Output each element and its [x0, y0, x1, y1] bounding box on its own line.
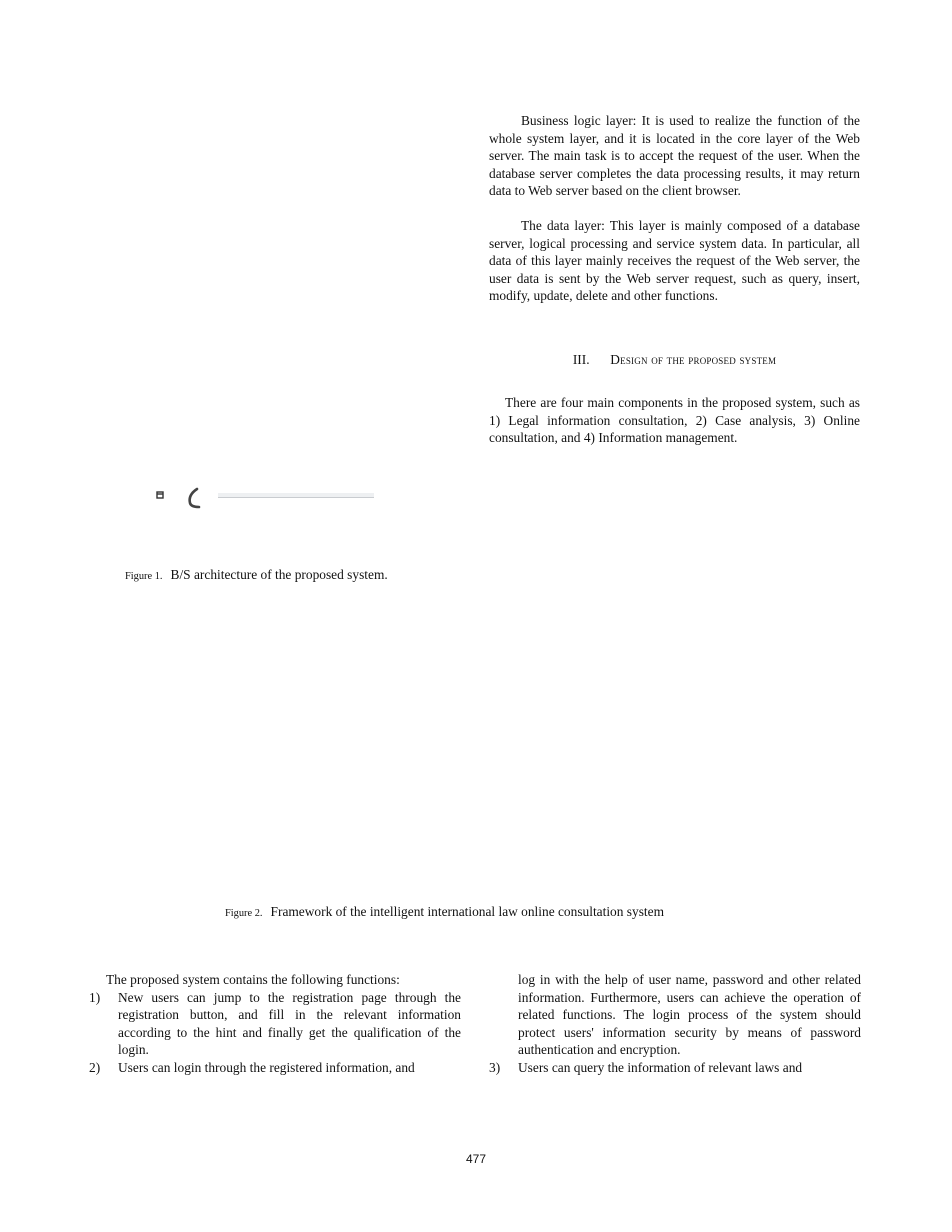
figure1-fragment-icon	[150, 485, 380, 515]
data-layer-paragraph: The data layer: This layer is mainly composed of a database server, logical processing and service system data. In particular, all data of this layer mainly receives the request of the Web server, the user data is sent by the Web server request, such as query, insert, modify, update, delete and other functions.	[489, 218, 860, 304]
figure1-label: Figure 1.	[125, 571, 163, 582]
section-intro-paragraph: There are four main components in the proposed system, such as 1) Legal information consultation, 2) Case analysis, 3) Online consultation, and 4) Information management.	[489, 395, 860, 446]
business-logic-paragraph: Business logic layer: It is used to realize the function of the whole system layer, and it is located in the core layer of the Web server. The main task is to accept the request of the user. When the database server completes the data processing results, it may return data to Web server based on the client browser.	[489, 113, 860, 199]
functions-list	[89, 971, 461, 1077]
list-item-number: 1)	[89, 989, 101, 1005]
list-item	[89, 1059, 461, 1077]
figure2-caption-text: Framework of the intelligent international law online consultation system	[270, 904, 664, 919]
functions-list-continued	[489, 971, 861, 1077]
section-number: III.	[572, 352, 590, 367]
figure2-caption	[225, 903, 664, 923]
list-item	[489, 1059, 861, 1077]
list-item-number: 2)	[89, 1059, 101, 1075]
figure2-label: Figure 2.	[225, 908, 263, 919]
figure1-caption-text: B/S architecture of the proposed system.	[170, 567, 388, 582]
section-title: Design of the proposed system	[610, 352, 777, 367]
list-item-number: 3)	[489, 1059, 501, 1075]
list-item-text: New users can jump to the registration page through the registration button, and fill in the relevant information according to the hint and finally get the qualification of the login.	[118, 989, 461, 1058]
functions-intro: The proposed system contains the following functions:	[106, 972, 400, 987]
list-item-text: Users can query the information of relevant laws and	[518, 1059, 803, 1075]
list-item-text: Users can login through the registered information, and	[118, 1059, 415, 1075]
list-item	[89, 989, 461, 1059]
section-heading	[489, 351, 860, 369]
page-number: 477	[465, 1152, 487, 1166]
figure1-caption	[125, 566, 388, 586]
figure1-graphic	[150, 485, 380, 515]
list-item-continuation: log in with the help of user name, password and other related information. Furthermore, users can achieve the operation of related functions. The login process of the system should protect users' information security by means of password authentication and encryption.	[518, 972, 861, 1058]
